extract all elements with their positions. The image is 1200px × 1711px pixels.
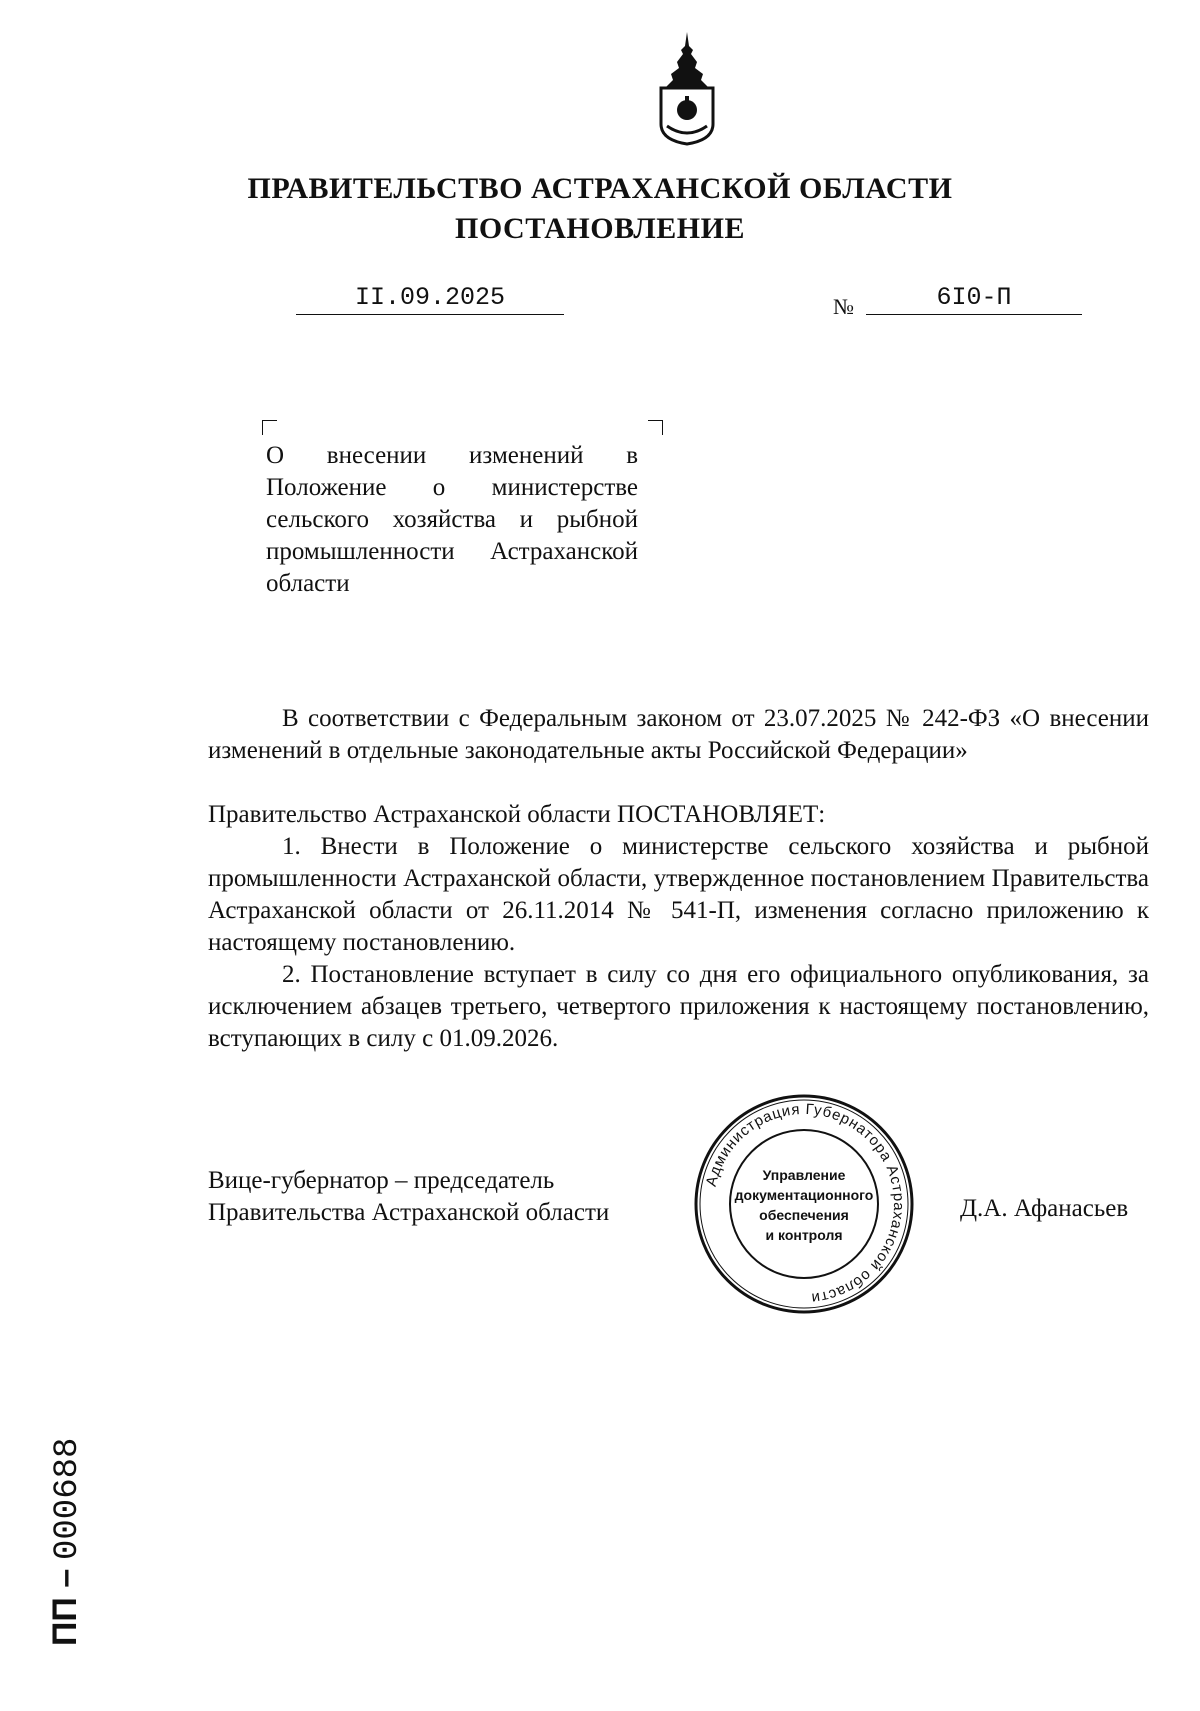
number-sign: № (833, 294, 854, 319)
registration-number (36, 1388, 96, 1648)
org-title: ПРАВИТЕЛЬСТВО АСТРАХАНСКОЙ ОБЛАСТИ (247, 172, 953, 205)
signatory-name: Д.А. Афанасьев (960, 1195, 1129, 1222)
preamble-paragraph: В соответствии с Федеральным законом от 23.07.2025 № 242-ФЗ «О внесении изменений в отдельные законодательные акты Российской Федерации» (208, 705, 1149, 764)
item-1-paragraph: 1. Внести в Положение о министерстве сельского хозяйства и рыбной промышленности Астраханской области, утвержденное постановлением Правительства Астраханской области от 26.11.2014 № 541-П, изменения согласно приложению к настоящему постановлению. (208, 833, 1149, 956)
seal-inner-line3: обеспечения (759, 1207, 849, 1223)
seal-outer-text: Администрация Губернатора Астраханской области (702, 1100, 908, 1307)
signatory-position-line2: Правительства Астраханской области (208, 1199, 610, 1226)
item-2-paragraph: 2. Постановление вступает в силу со дня его официального опубликования, за исключением абзацев третьего, четвертого приложения к настоящему постановлению, вступающих в силу с 01.09.2026. (208, 961, 1149, 1052)
document-date: II.09.2025 (296, 283, 564, 315)
seal-inner-line4: и контроля (765, 1227, 843, 1243)
subject-bracket-left (262, 420, 277, 435)
document-subject: О внесении изменений в Положение о министерстве сельского хозяйства и рыбной промышленности Астраханской области (266, 442, 638, 597)
seal-inner-line2: документационного (734, 1187, 874, 1203)
resolves-line: Правительство Астраханской области ПОСТАНОВЛЯЕТ: (208, 801, 826, 828)
subject-bracket-right (648, 420, 663, 435)
doc-type-title: ПОСТАНОВЛЕНИЕ (455, 212, 745, 245)
registration-prefix: ПП – (46, 1568, 84, 1646)
coat-of-arms-emblem (655, 28, 719, 146)
official-seal (692, 1092, 916, 1316)
seal-inner-line1: Управление (762, 1167, 846, 1183)
signatory-position (208, 1165, 609, 1229)
svg-text:Администрация Губернатора Астр (703, 1101, 907, 1307)
registration-code: 000688 (49, 1437, 87, 1560)
document-number: 6I0-П (866, 283, 1082, 315)
signatory-position-line1: Вице-губернатор – председатель (208, 1167, 555, 1194)
